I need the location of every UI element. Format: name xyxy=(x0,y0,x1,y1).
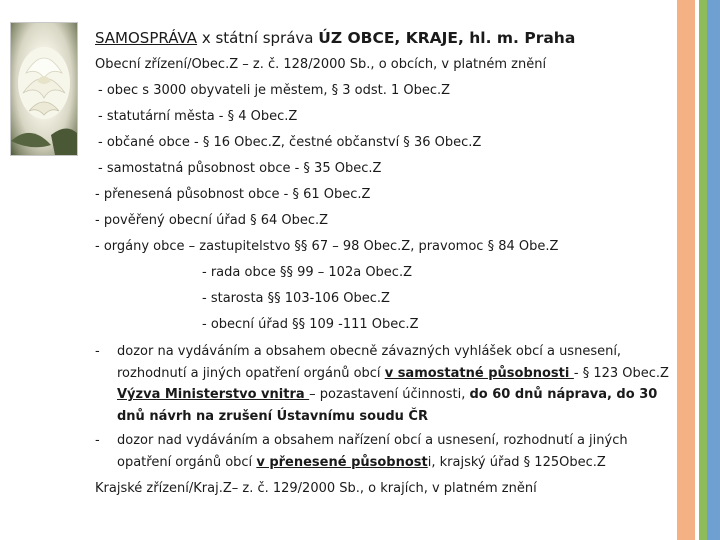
text-line-samostatna: - samostatná působnost obce - § 35 Obec.Z xyxy=(98,161,382,176)
text-line-rada: - rada obce §§ 99 – 102a Obec.Z xyxy=(202,265,412,280)
text-line-organy: - orgány obce – zastupitelstvo §§ 67 – 98 Obec.Z, pravomoc § 84 Obe.Z xyxy=(95,239,559,254)
title-samosprava: SAMOSPRÁVA xyxy=(95,29,198,47)
text-line-prenesena: - přenesená působnost obce - § 61 Obec.Z xyxy=(95,187,371,202)
title-uz: ÚZ OBCE, KRAJE, hl. m. Praha xyxy=(318,29,576,47)
accent-stripe-orange xyxy=(677,0,695,540)
bullet1-vyzva: Výzva Ministerstvo vnitra xyxy=(117,387,310,402)
bullet1-text5: – pozastavení účinnosti, xyxy=(309,387,470,402)
text-line-urad: - obecní úřad §§ 109 -111 Obec.Z xyxy=(202,317,419,332)
slide-content xyxy=(95,26,675,502)
title-versus: x státní správa xyxy=(197,29,319,47)
bullet1-text3: - § 123 Obec.Z xyxy=(573,365,669,381)
white-rose-image xyxy=(10,22,78,156)
bullet1-lhuty: do 60 dnů náprava, do 30 dnů návrh na zrušení Ústavnímu soudu ČR xyxy=(117,387,658,424)
bullet1-samostatna: v samostatné působnosti xyxy=(384,365,574,381)
bullet-dash: - xyxy=(95,433,100,448)
bullet2-prenesena: v přenesené působnost xyxy=(256,454,428,470)
accent-stripe-blue xyxy=(707,0,720,540)
bullet-dozor-narizeni xyxy=(95,430,673,473)
rose-illustration xyxy=(11,23,77,155)
accent-stripe-green xyxy=(699,0,707,540)
text-line-krajske-zrizeni: Krajské zřízení/Kraj.Z– z. č. 129/2000 Sb., o krajích, v platném znění xyxy=(95,481,537,496)
text-line-statutarni: - statutární města - § 4 Obec.Z xyxy=(98,109,298,124)
text-line-obcane: - občané obce - § 16 Obec.Z, čestné občanství § 36 Obec.Z xyxy=(98,135,482,150)
text-line-starosta: - starosta §§ 103-106 Obec.Z xyxy=(202,291,390,306)
text-line-obecni-zrizeni: Obecní zřízení/Obec.Z – z. č. 128/2000 Sb., o obcích, v platném znění xyxy=(95,57,547,72)
text-line-mesto: - obec s 3000 obyvateli je městem, § 3 odst. 1 Obec.Z xyxy=(98,83,451,98)
slide-title xyxy=(95,26,675,50)
bullet2-text3: i, krajský úřad § 125Obec.Z xyxy=(427,454,606,470)
bullet1-text1: dozor na vydáváním a obsahem obecně závazných vyhlášek obcí a usnesení, rozhodnutí a jiných opatření orgánů obcí xyxy=(117,344,622,381)
bullet2-text1: dozor nad vydáváním a obsahem nařízení obcí a usnesení, rozhodnutí a jiných opatření orgánů obcí xyxy=(117,433,628,470)
bullet-dash: - xyxy=(95,344,100,359)
text-line-povereny: - pověřený obecní úřad § 64 Obec.Z xyxy=(95,213,329,228)
bullet-dozor-vyhlasky xyxy=(95,341,673,427)
